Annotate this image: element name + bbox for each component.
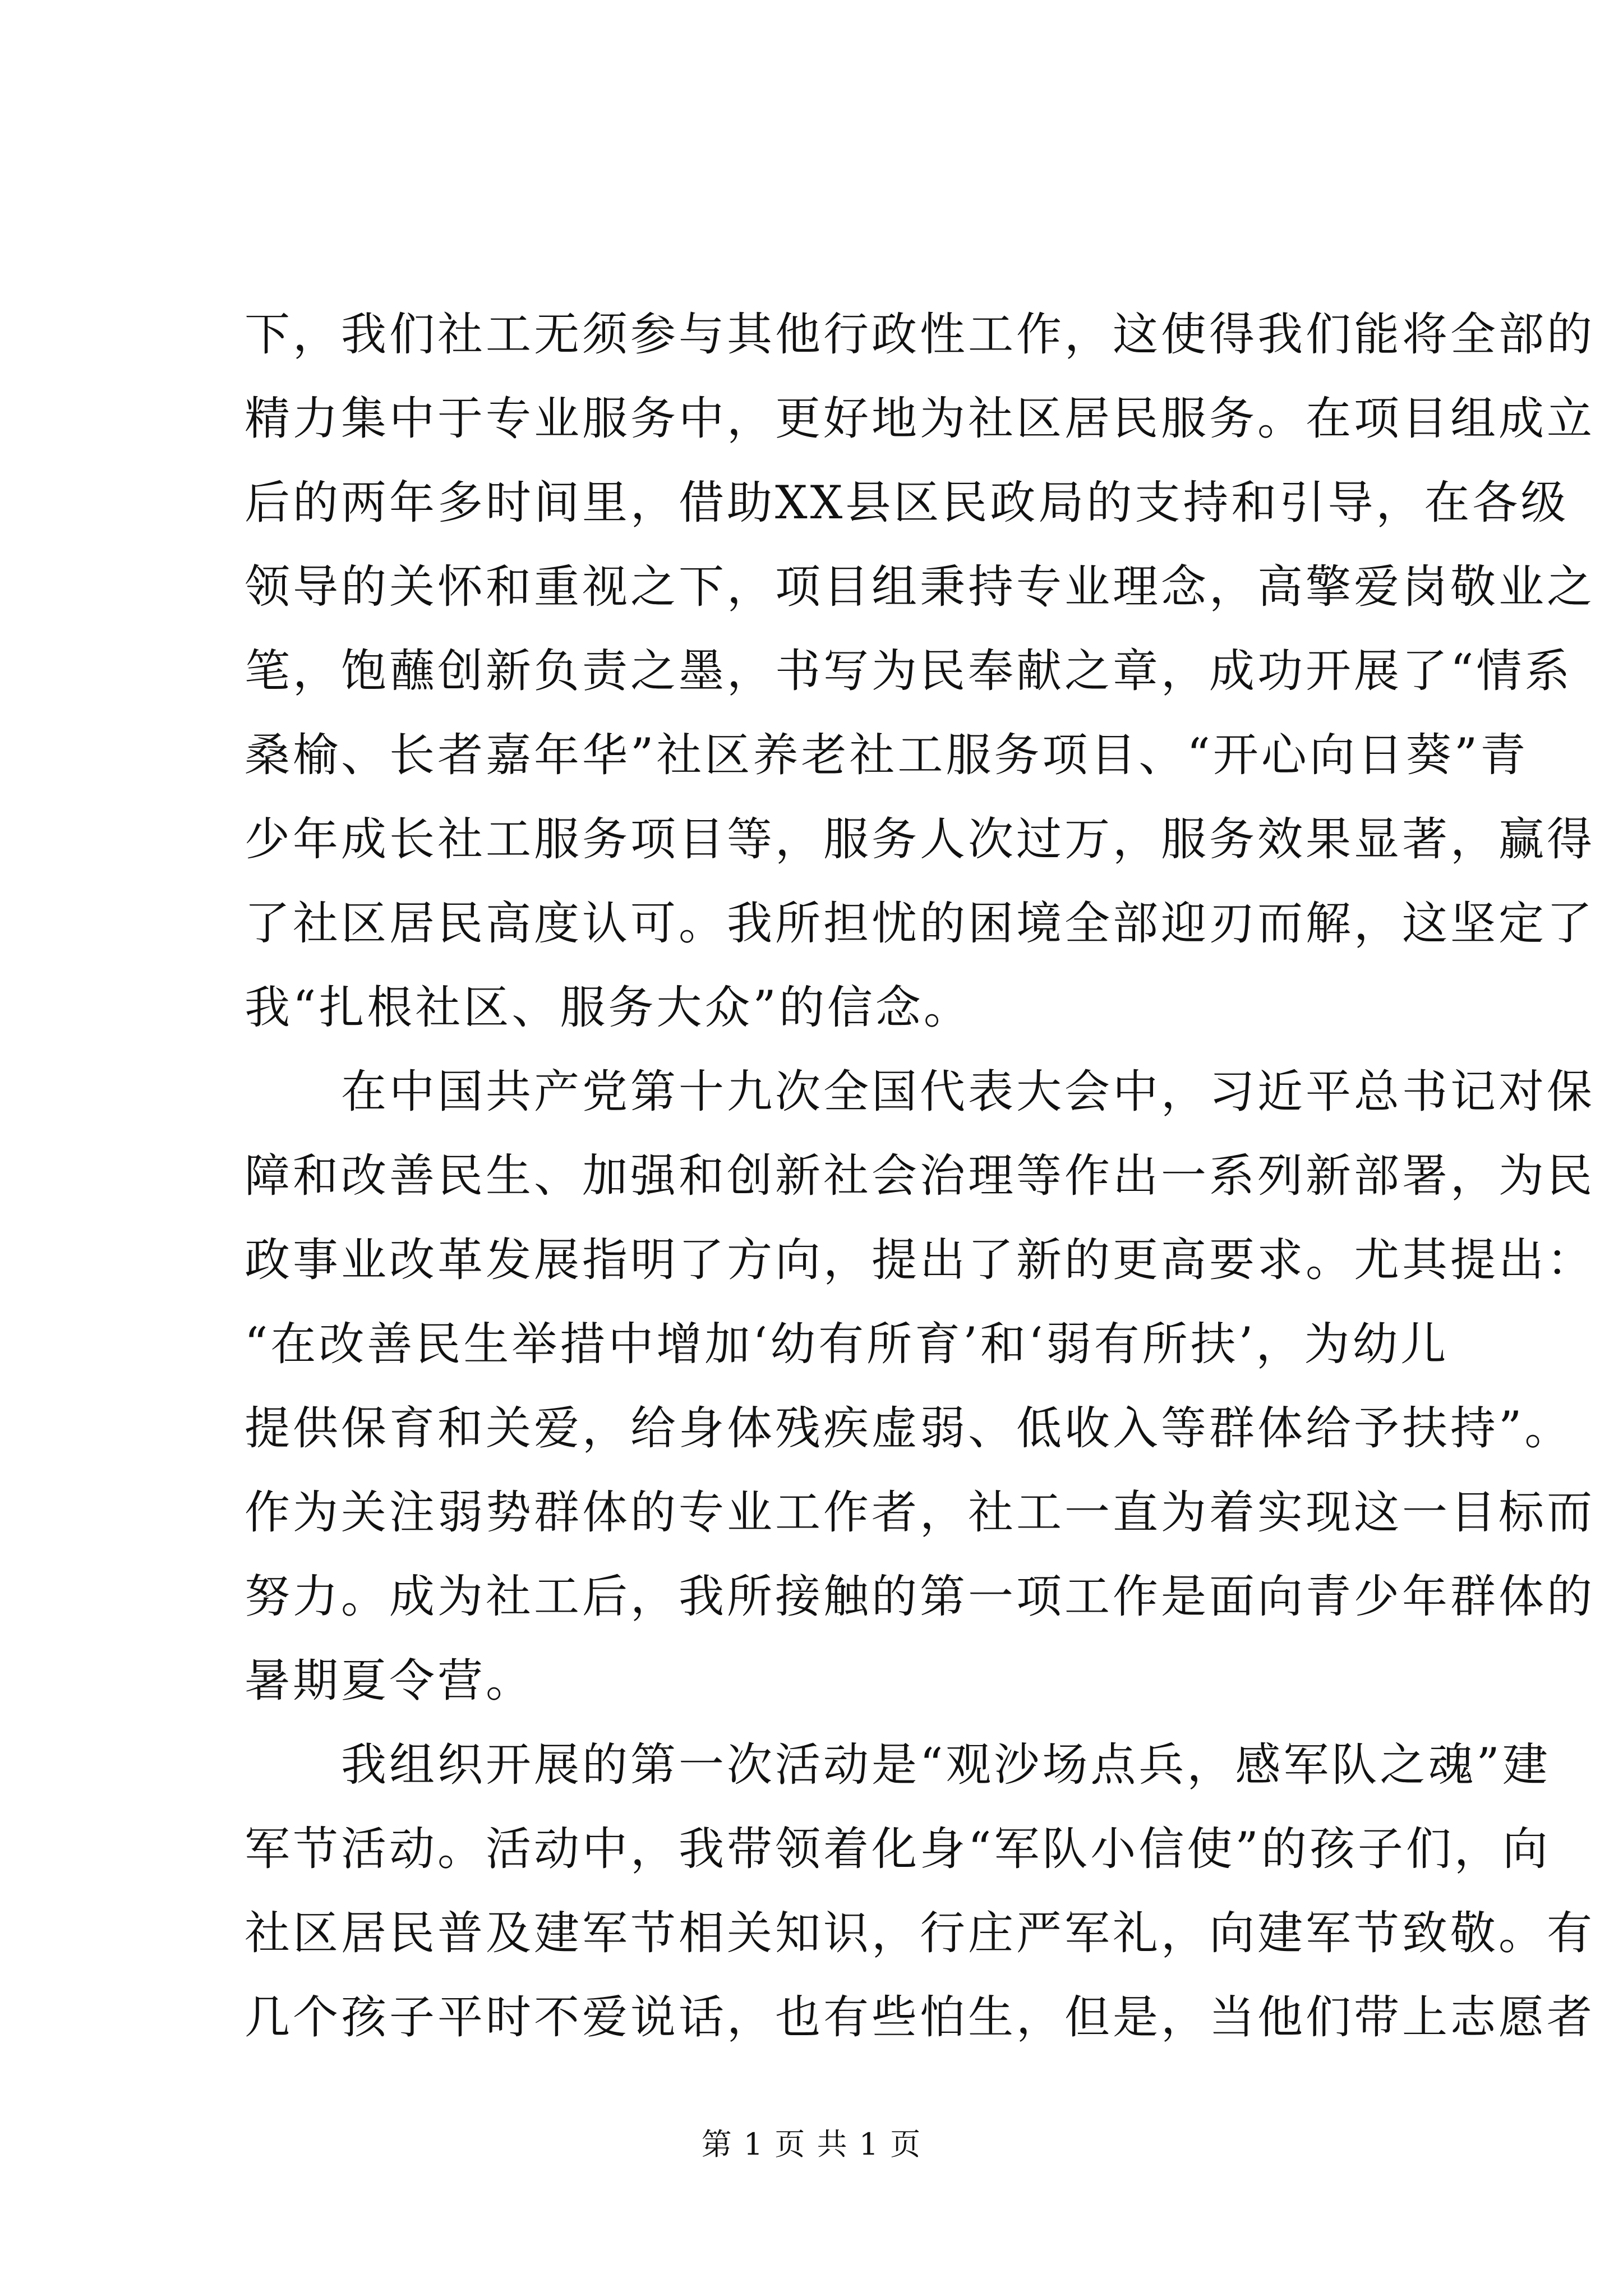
text-line: 障和改善民生、加强和创新社会治理等作出一系列新部署，为民: [245, 1150, 1596, 1203]
text-line: 提供保育和关爱，给身体残疾虚弱、低收入等群体给予扶持”。: [245, 1402, 1573, 1455]
text-line: 领导的关怀和重视之下，项目组秉持专业理念，高擎爱岗敬业之: [245, 561, 1596, 614]
text-line: 了社区居民高度认可。我所担忧的困境全部迎刃而解，这坚定了: [245, 898, 1596, 950]
text-line: “在改善民生举措中增加‘幼有所育’和‘弱有所扶’，为幼儿: [245, 1318, 1449, 1371]
paragraph-first-line: 我组织开展的第一次活动是“观沙场点兵，感军队之魂”建: [341, 1739, 1551, 1792]
text-line: 作为关注弱势群体的专业工作者，社工一直为着实现这一目标而: [245, 1487, 1596, 1539]
text-line: 下，我们社工无须参与其他行政性工作，这使得我们能将全部的: [245, 309, 1596, 361]
document-body: [245, 293, 1596, 2060]
text-line: 精力集中于专业服务中，更好地为社区居民服务。在项目组成立: [245, 393, 1596, 445]
text-line: 努力。成为社工后，我所接触的第一项工作是面向青少年群体的: [245, 1571, 1596, 1623]
text-line: 社区居民普及建军节相关知识，行庄严军礼，向建军节致敬。有: [245, 1907, 1596, 1960]
paragraph-first-line: 在中国共产党第十九次全国代表大会中，习近平总书记对保: [341, 1066, 1596, 1119]
text-line: 军节活动。活动中，我带领着化身“军队小信使”的孩子们，向: [245, 1823, 1551, 1876]
text-line: 几个孩子平时不爱说话，也有些怕生，但是，当他们带上志愿者: [245, 1991, 1596, 2044]
text-line: 我“扎根社区、服务大众”的信念。: [245, 982, 972, 1034]
text-line: 笔，饱蘸创新负责之墨，书写为民奉献之章，成功开展了“情系: [245, 645, 1573, 698]
page-number-footer: 第 1 页 共 1 页: [701, 2127, 922, 2162]
text-line: 暑期夏令营。: [245, 1655, 534, 1708]
text-line: 政事业改革发展指明了方向，提出了新的更高要求。尤其提出：: [245, 1234, 1596, 1287]
text-line: 少年成长社工服务项目等，服务人次过万，服务效果显著，赢得: [245, 813, 1596, 866]
text-line: 后的两年多时间里，借助XX县区民政局的支持和引导，在各级: [245, 477, 1569, 530]
text-line: 桑榆、长者嘉年华”社区养老社工服务项目、“开心向日葵”青: [245, 729, 1529, 782]
